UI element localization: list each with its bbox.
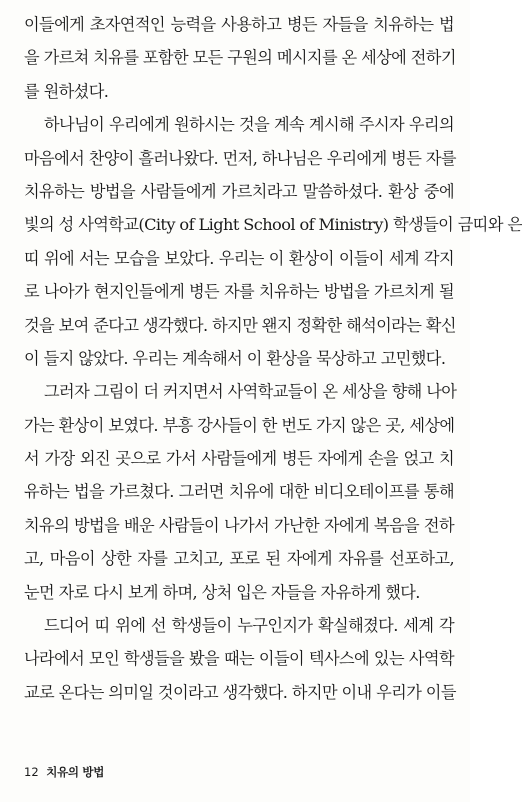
text-line: 눈먼 자로 다시 보게 하며, 상처 입은 자들을 자유하게 했다. — [24, 582, 420, 602]
text-line: 유하는 법을 가르쳤다. 그러면 치유에 대한 비디오테이프를 통해 — [24, 482, 454, 502]
text-line: 치유의 방법을 배운 사람들이 나가서 가난한 자에게 복음을 전하 — [24, 515, 454, 535]
text-line: 것을 보여 준다고 생각했다. 하지만 왠지 정확한 해석이라는 확신 — [24, 315, 456, 335]
body-text — [24, 8, 522, 709]
page-footer — [24, 764, 104, 780]
page-number: 12 — [24, 765, 39, 779]
text-line: 을 가르쳐 치유를 포함한 모든 구원의 메시지를 온 세상에 전하기 — [24, 48, 456, 68]
text-line: 띠 위에 서는 모습을 보았다. 우리는 이 환상이 이들이 세계 각지 — [24, 248, 454, 268]
text-line: 이 들지 않았다. 우리는 계속해서 이 환상을 묵상하고 고민했다. — [24, 348, 446, 368]
text-line: 그러자 그림이 더 커지면서 사역학교들이 온 세상을 향해 나아 — [44, 382, 457, 402]
text-line: 를 원하셨다. — [24, 81, 109, 101]
text-line: 나라에서 모인 학생들을 봤을 때는 이들이 텍사스에 있는 사역학 — [24, 649, 454, 669]
text-line: 이들에게 초자연적인 능력을 사용하고 병든 자들을 치유하는 법 — [24, 15, 454, 34]
running-chapter-title: 치유의 방법 — [46, 765, 105, 779]
text-line: 가는 환상이 보였다. 부흥 강사들이 한 번도 가지 않은 곳, 세상에 — [24, 415, 455, 435]
text-line: 드디어 띠 위에 선 학생들이 누구인지가 확실해졌다. 세계 각 — [44, 616, 454, 636]
text-line: 고, 마음이 상한 자를 고치고, 포로 된 자에게 자유를 선포하고, — [24, 549, 454, 569]
text-line: 로 나아가 현지인들에게 병든 자를 치유하는 방법을 가르치게 될 — [24, 282, 454, 302]
text-line: 빛의 성 사역학교(City of Light School of Ministry) 학생들이 금띠와 은 — [24, 215, 522, 235]
text-line: 교로 온다는 의미일 것이라고 생각했다. 하지만 이내 우리가 이들 — [24, 682, 456, 702]
text-line: 서 가장 외진 곳으로 가서 사람들에게 병든 자에게 손을 얹고 치 — [24, 449, 454, 469]
text-line: 마음에서 찬양이 흘러나왔다. 먼저, 하나님은 우리에게 병든 자를 — [24, 148, 456, 168]
text-line: 하나님이 우리에게 원하시는 것을 계속 계시해 주시자 우리의 — [44, 115, 454, 135]
text-line: 치유하는 방법을 사람들에게 가르치라고 말씀하셨다. 환상 중에 — [24, 181, 454, 201]
